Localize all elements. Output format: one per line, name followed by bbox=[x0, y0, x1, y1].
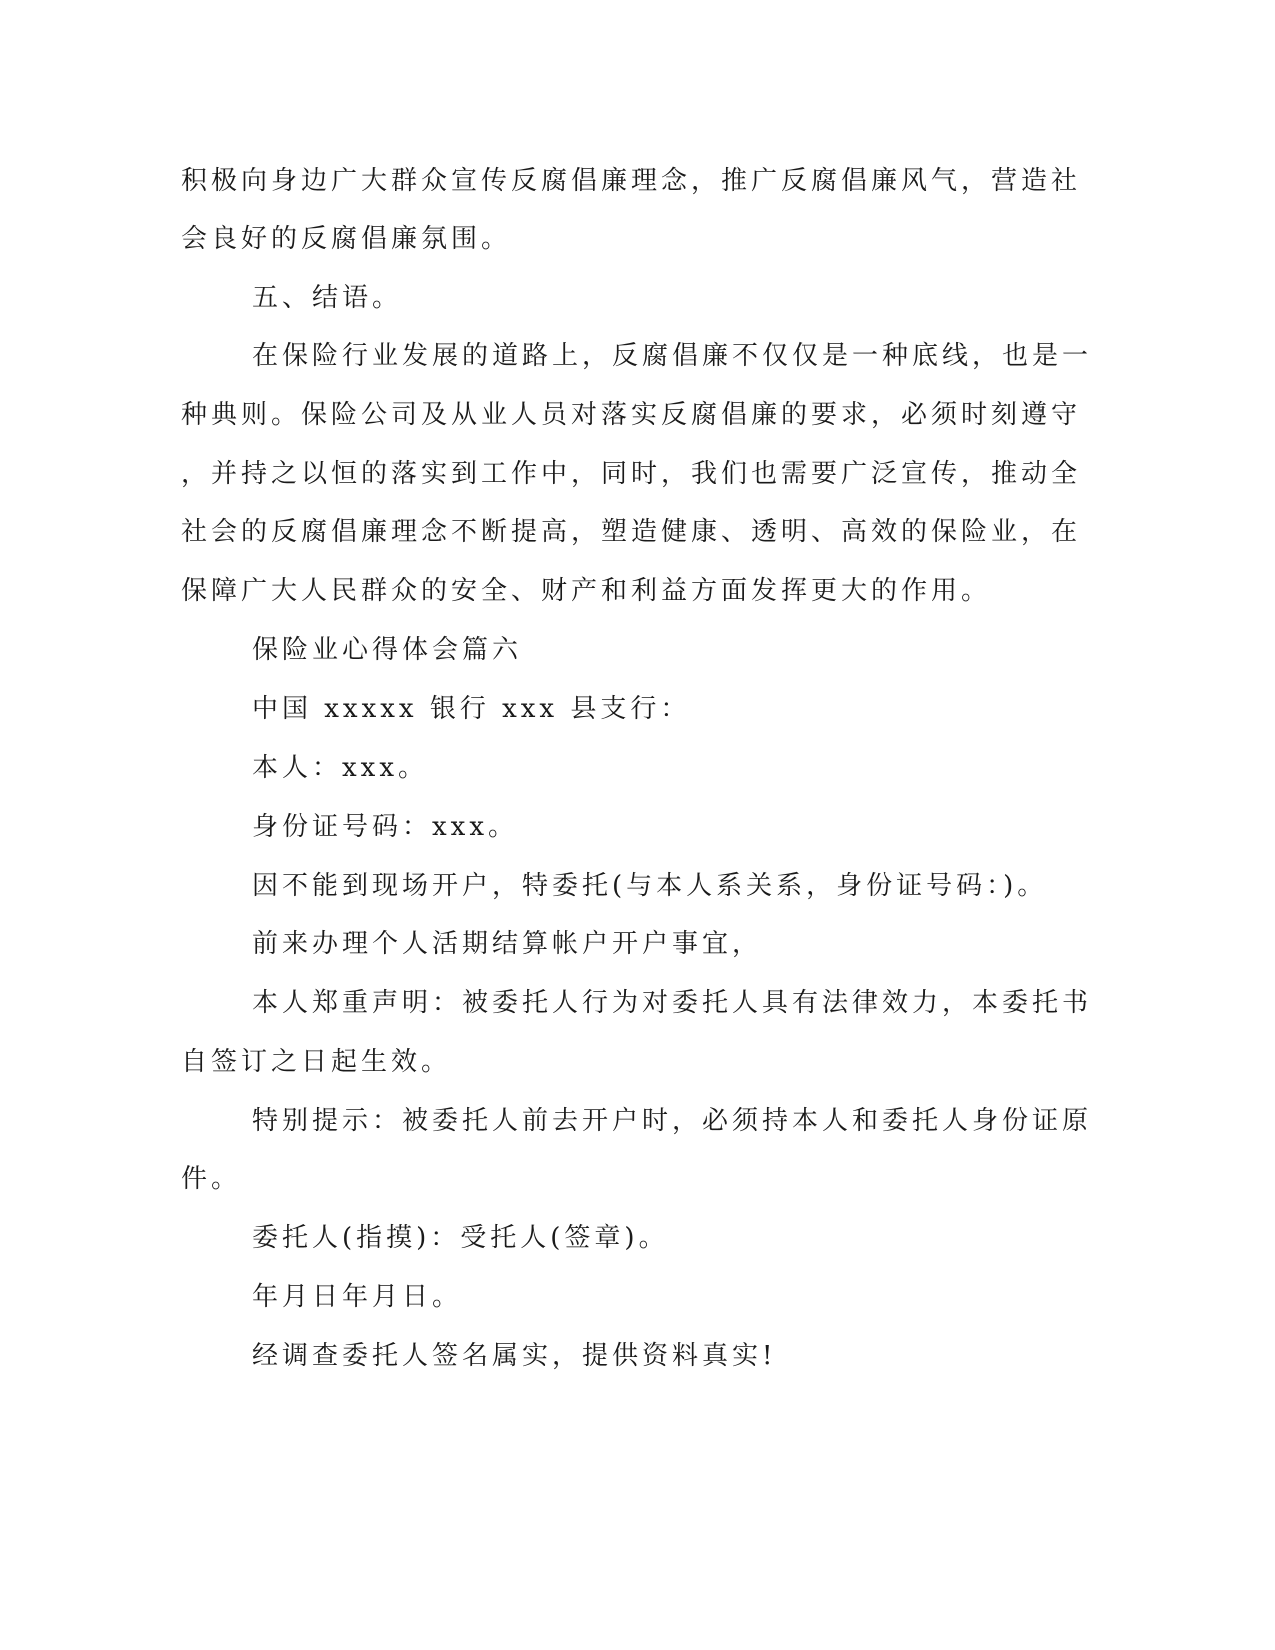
paragraph-line: 本人：xxx。 bbox=[252, 753, 428, 783]
date-line: 年月日年月日。 bbox=[252, 1282, 463, 1312]
paragraph-line: 前来办理个人活期结算帐户开户事宜， bbox=[252, 929, 763, 959]
paragraph-line: 件。 bbox=[181, 1164, 242, 1194]
paragraph-line: 积极向身边广大群众宣传反腐倡廉理念，推广反腐倡廉风气，营造社 bbox=[181, 166, 1082, 196]
paragraph-line: 本人郑重声明：被委托人行为对委托人具有法律效力，本委托书 bbox=[252, 988, 1093, 1018]
section-heading: 五、结语。 bbox=[252, 283, 403, 313]
addressee-line: 中国 xxxxx 银行 xxx 县支行： bbox=[252, 694, 691, 724]
paragraph-line: 社会的反腐倡廉理念不断提高，塑造健康、透明、高效的保险业，在 bbox=[181, 517, 1082, 547]
paragraph-line: 自签订之日起生效。 bbox=[181, 1047, 452, 1077]
paragraph-line: ，并持之以恒的落实到工作中，同时，我们也需要广泛宣传，推动全 bbox=[181, 459, 1082, 489]
signature-line: 委托人(指摸)：受托人(签章)。 bbox=[252, 1223, 669, 1253]
paragraph-line: 因不能到现场开户，特委托(与本人系关系，身份证号码：)。 bbox=[252, 871, 1048, 901]
section-heading: 保险业心得体会篇六 bbox=[252, 635, 523, 665]
paragraph-line: 保障广大人民群众的安全、财产和利益方面发挥更大的作用。 bbox=[181, 576, 992, 606]
paragraph-line: 在保险行业发展的道路上，反腐倡廉不仅仅是一种底线，也是一 bbox=[252, 341, 1093, 371]
paragraph-line: 特别提示：被委托人前去开户时，必须持本人和委托人身份证原 bbox=[252, 1106, 1093, 1136]
paragraph-line: 种典则。保险公司及从业人员对落实反腐倡廉的要求，必须时刻遵守 bbox=[181, 400, 1082, 430]
paragraph-line: 经调查委托人签名属实，提供资料真实! bbox=[252, 1341, 777, 1371]
paragraph-line: 会良好的反腐倡廉氛围。 bbox=[181, 224, 512, 254]
paragraph-line: 身份证号码：xxx。 bbox=[252, 812, 518, 842]
